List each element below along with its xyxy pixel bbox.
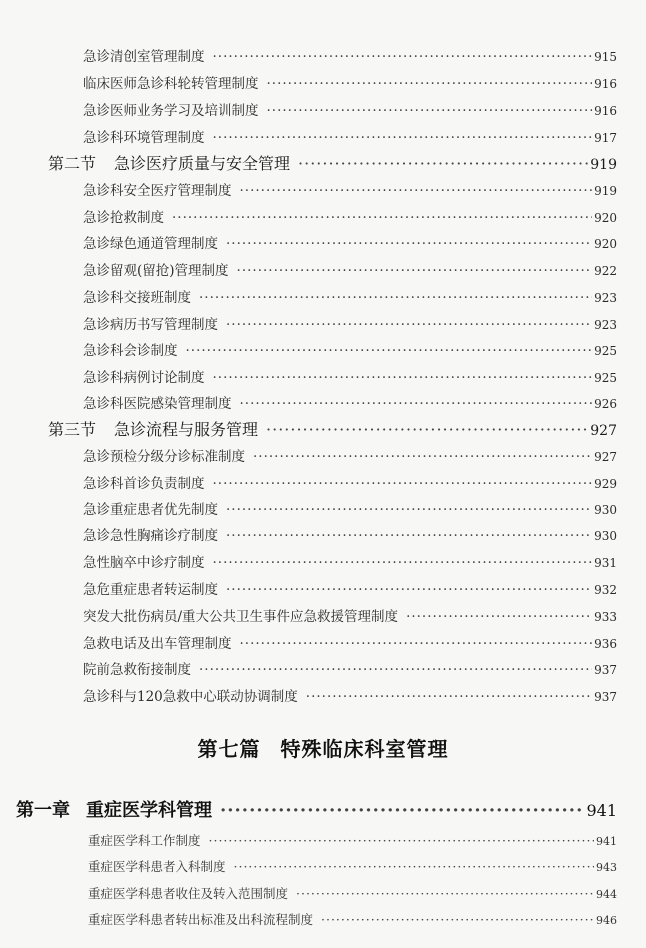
entry-title: 突发大批伤病员/重大公共卫生事件应急救援管理制度 — [83, 609, 399, 625]
part-heading — [0, 733, 646, 762]
dot-leader — [296, 886, 594, 901]
entry-title: 急诊病历书写管理制度 — [83, 317, 218, 333]
toc-entry — [83, 658, 617, 678]
entry-title: 院前急救衔接制度 — [83, 662, 191, 678]
entry-title: 急诊医师业务学习及培训制度 — [83, 103, 259, 119]
entry-page: 916 — [594, 104, 617, 118]
dot-leader — [213, 476, 593, 492]
dot-leader — [226, 528, 592, 544]
toc-entry — [88, 910, 617, 928]
entry-title: 急诊抢救制度 — [83, 210, 164, 226]
entry-page: 917 — [594, 131, 617, 145]
entry-page: 925 — [594, 344, 617, 358]
dot-leader — [406, 609, 592, 625]
toc-entry — [83, 685, 617, 705]
dot-leader — [213, 130, 593, 146]
part-number: 第七篇 — [197, 737, 261, 761]
dot-leader — [298, 154, 588, 173]
dot-leader — [253, 449, 592, 465]
entry-title: 急诊预检分级分诊标准制度 — [83, 449, 245, 465]
dot-leader — [240, 183, 593, 199]
toc-entry — [83, 72, 617, 92]
entry-title: 重症医学科患者转出标准及出科流程制度 — [88, 912, 314, 927]
toc-entry — [83, 472, 617, 492]
entry-page: 943 — [596, 861, 617, 874]
dot-leader — [213, 370, 593, 386]
dot-leader — [267, 103, 593, 119]
chapter-page: 941 — [586, 801, 617, 820]
toc-entry — [88, 884, 617, 902]
entry-page: 930 — [594, 529, 617, 543]
dot-leader — [226, 582, 592, 598]
section-title: 急诊流程与服务管理 — [114, 420, 259, 439]
dot-leader — [172, 210, 592, 226]
entry-page: 922 — [594, 264, 617, 278]
entry-page: 919 — [594, 184, 617, 198]
dot-leader — [199, 290, 592, 306]
dot-leader — [186, 343, 593, 359]
entry-title: 临床医师急诊科轮转管理制度 — [83, 76, 259, 92]
dot-leader — [199, 662, 592, 678]
entry-title: 急诊科病例讨论制度 — [83, 370, 205, 386]
toc-entry — [83, 524, 617, 544]
toc-entry — [83, 366, 617, 386]
entry-title: 急诊科首诊负责制度 — [83, 476, 205, 492]
toc-entry — [83, 578, 617, 598]
toc-entry — [88, 831, 617, 849]
entry-title: 急诊科医院感染管理制度 — [83, 396, 232, 412]
chapter-number: 第一章 — [16, 800, 70, 821]
toc-section-heading — [48, 151, 617, 174]
toc-entry — [83, 259, 617, 279]
entry-page: 931 — [594, 556, 617, 570]
toc-entry — [83, 126, 617, 146]
entry-title: 急危重症患者转运制度 — [83, 582, 218, 598]
dot-leader — [306, 689, 592, 705]
dot-leader — [240, 396, 593, 412]
entry-title: 急诊科安全医疗管理制度 — [83, 183, 232, 199]
toc-entry — [88, 857, 617, 875]
toc-entry — [83, 313, 617, 333]
entry-page: 923 — [594, 318, 617, 332]
dot-leader — [209, 833, 594, 848]
entry-title: 急诊科会诊制度 — [83, 343, 178, 359]
entry-title: 急诊科环境管理制度 — [83, 130, 205, 146]
entry-page: 927 — [594, 450, 617, 464]
toc-entry — [83, 498, 617, 518]
entry-page: 937 — [594, 663, 617, 677]
dot-leader — [267, 76, 593, 92]
section-title: 急诊医疗质量与安全管理 — [114, 154, 291, 173]
entry-page: 916 — [594, 77, 617, 91]
dot-leader — [213, 555, 593, 571]
entry-page: 920 — [594, 211, 617, 225]
toc-entry — [83, 232, 617, 252]
toc-entry — [83, 392, 617, 412]
entry-page: 932 — [594, 583, 617, 597]
dot-leader — [321, 912, 594, 927]
toc-chapter-heading — [16, 796, 617, 822]
entry-title: 重症医学科工作制度 — [88, 833, 201, 848]
toc-entry — [83, 45, 617, 65]
section-number: 第三节 — [48, 420, 97, 439]
entry-page: 925 — [594, 371, 617, 385]
entry-title: 急诊科交接班制度 — [83, 290, 191, 306]
entry-page: 936 — [594, 637, 617, 651]
toc-entry — [83, 99, 617, 119]
entry-title: 重症医学科患者入科制度 — [88, 859, 226, 874]
dot-leader — [226, 317, 592, 333]
section-number: 第二节 — [48, 154, 97, 173]
entry-title: 急诊绿色通道管理制度 — [83, 236, 218, 252]
entry-page: 930 — [594, 503, 617, 517]
entry-title: 急诊留观(留抢)管理制度 — [83, 263, 229, 279]
toc-entry — [83, 551, 617, 571]
part-title: 特殊临床科室管理 — [280, 737, 449, 761]
entry-page: 923 — [594, 291, 617, 305]
entry-page: 929 — [594, 477, 617, 491]
entry-page: 946 — [596, 914, 617, 927]
toc-entry — [83, 286, 617, 306]
chapter-heading-text — [16, 796, 212, 822]
dot-leader — [234, 859, 594, 874]
toc-entry — [83, 632, 617, 652]
toc-section-heading — [48, 417, 617, 440]
entry-title: 急诊急性胸痛诊疗制度 — [83, 528, 218, 544]
section-heading-text — [48, 417, 258, 440]
entry-page: 920 — [594, 237, 617, 251]
entry-page: 933 — [594, 610, 617, 624]
toc-entry — [83, 179, 617, 199]
entry-title: 急诊重症患者优先制度 — [83, 502, 218, 518]
dot-leader — [240, 636, 593, 652]
entry-title: 急诊清创室管理制度 — [83, 49, 205, 65]
entry-title: 急性脑卒中诊疗制度 — [83, 555, 205, 571]
dot-leader — [226, 502, 592, 518]
dot-leader — [226, 236, 592, 252]
dot-leader — [266, 420, 588, 439]
toc-entry — [83, 605, 617, 625]
entry-page: 937 — [594, 690, 617, 704]
dot-leader — [237, 263, 593, 279]
toc-entry — [83, 445, 617, 465]
entry-page: 926 — [594, 397, 617, 411]
entry-title: 急救电话及出车管理制度 — [83, 636, 232, 652]
dot-leader — [220, 800, 584, 821]
toc-entry — [83, 206, 617, 226]
section-page: 927 — [590, 423, 617, 439]
entry-page: 915 — [594, 50, 617, 64]
section-page: 919 — [590, 157, 617, 173]
entry-page: 944 — [596, 888, 617, 901]
entry-title: 急诊科与120急救中心联动协调制度 — [83, 689, 298, 705]
toc-entry — [83, 339, 617, 359]
entry-title: 重症医学科患者收住及转入范围制度 — [88, 886, 289, 901]
dot-leader — [213, 49, 593, 65]
entry-page: 941 — [596, 835, 617, 848]
section-heading-text — [48, 151, 290, 174]
chapter-title: 重症医学科管理 — [86, 800, 212, 821]
